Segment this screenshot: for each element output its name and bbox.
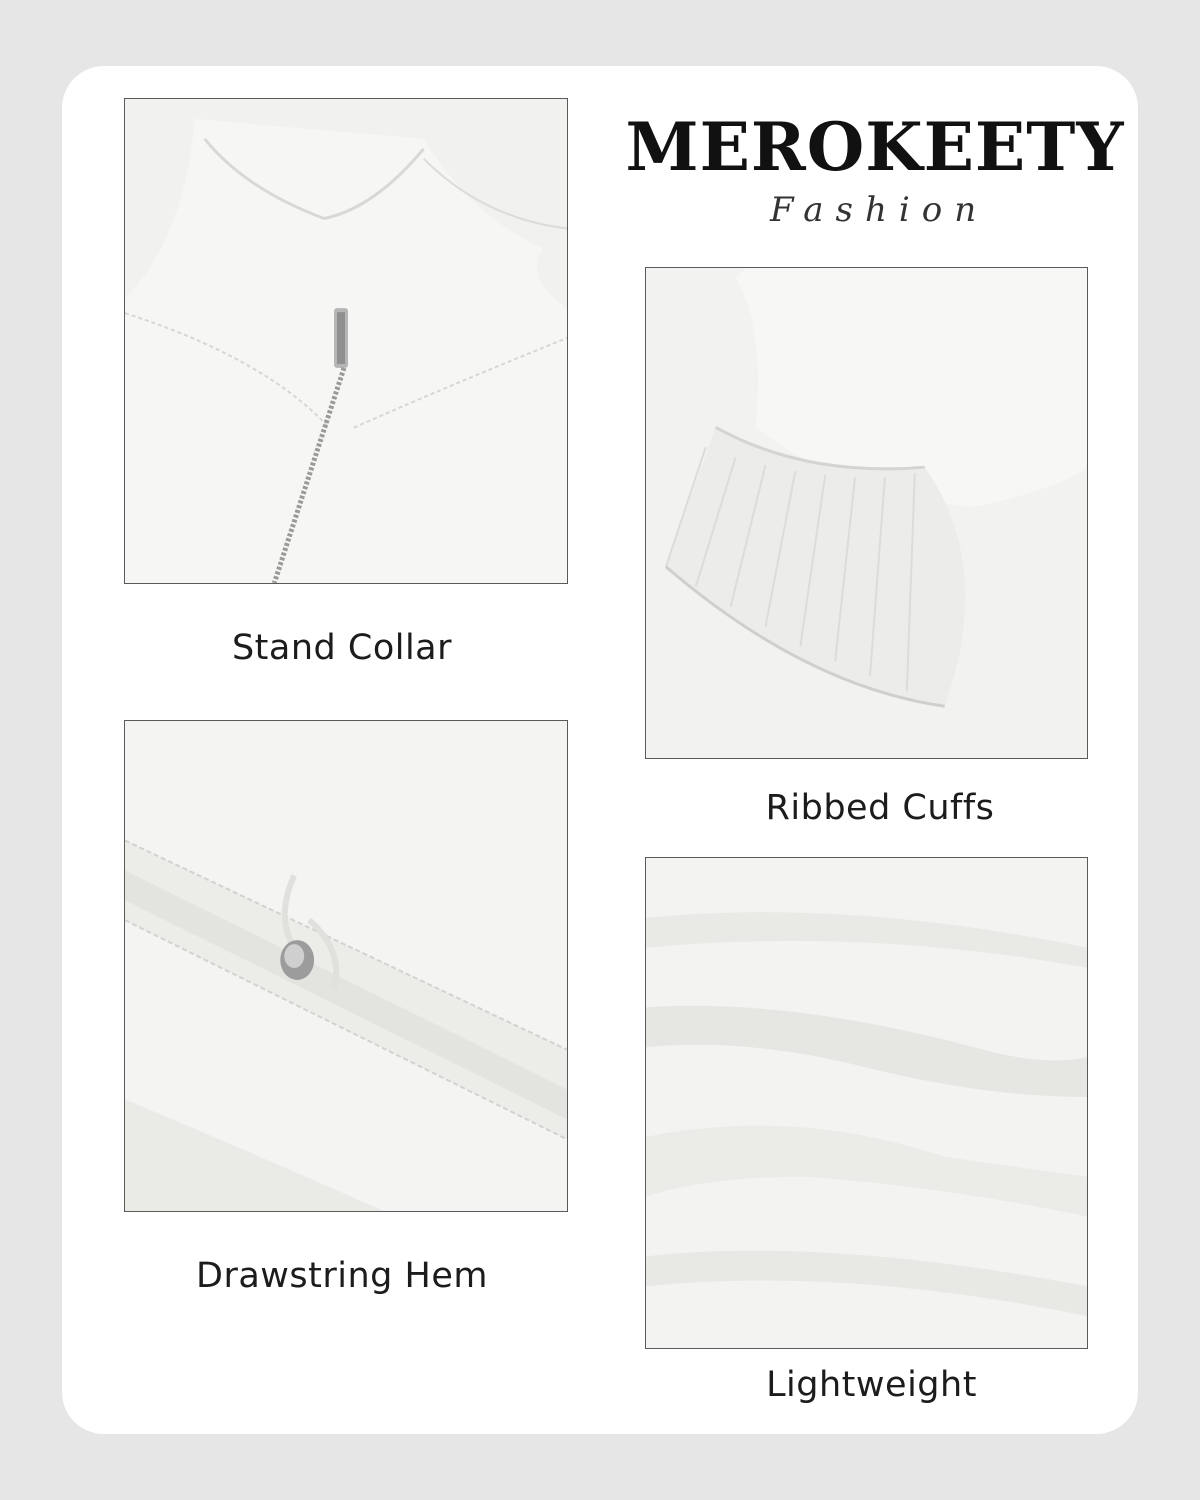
drawstring-hem-photo [124, 720, 568, 1212]
ribbed-cuffs-photo [645, 267, 1088, 759]
stand-collar-photo [124, 98, 568, 584]
lightweight-photo [645, 857, 1088, 1349]
stand-collar-caption: Stand Collar [231, 628, 453, 668]
brand-tagline: Fashion [770, 190, 989, 230]
brand-logo: MEROKEETY [625, 108, 1125, 186]
drawstring-hem-caption: Drawstring Hem [196, 1256, 488, 1296]
lightweight-caption: Lightweight [766, 1365, 977, 1405]
ribbed-cuffs-caption: Ribbed Cuffs [765, 788, 995, 828]
